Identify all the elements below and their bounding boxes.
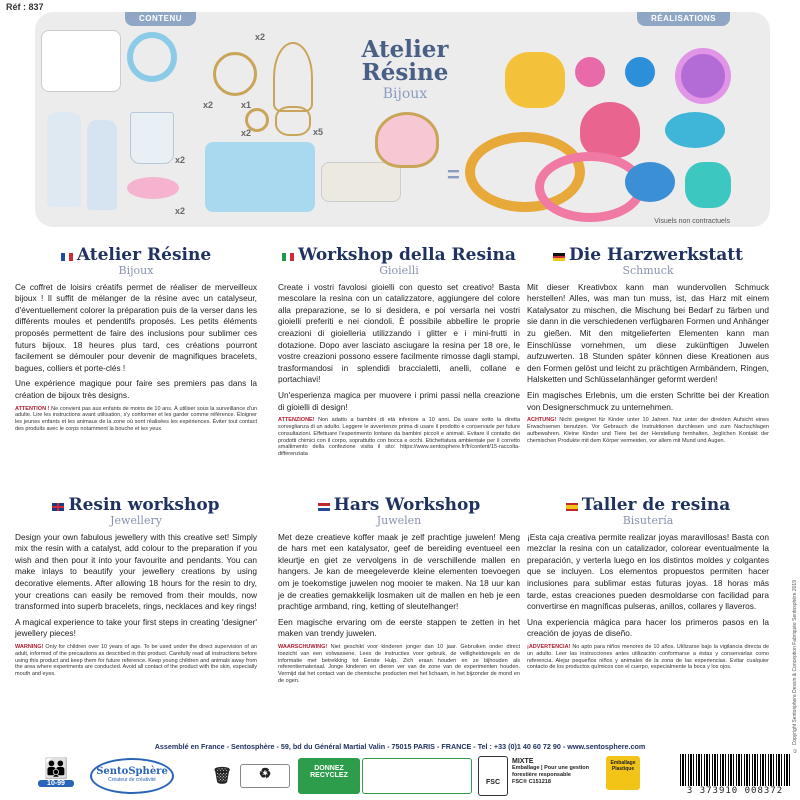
warning-text: No apto para niños menores de 10 años. Utilizarse bajo la vigilancia directa de un adulto. Leer las instrucciones antes utilización conformarse a éstas y conservarlas como referencia. Alejar pequeños niños y animales de la zona de las experiencias. Evitar cualquier contacto de los productos químicos con el cuerpo, especialmente la boca y los ojos. [527,644,769,671]
oval-charm [665,112,725,148]
multiplier: x5 [313,127,324,137]
recycle-symbols-icon: ♻ [240,764,290,788]
equals-sign: = [447,162,460,187]
section-paragraph: Una experiencia mágica para hacer los primeros pasos en la creación de joyas de diseño. [527,616,769,639]
section-title: Workshop della Resina [298,245,516,265]
instruction-sheet [41,30,121,92]
netherlands-flag-icon [318,503,330,511]
non-contractual-note: Visuels non contractuels [654,218,730,225]
realisations-label: RÉALISATIONS [637,12,730,26]
heart-keyring [580,102,640,158]
section-title: Taller de resina [581,495,731,515]
section-title: Hars Workshop [333,495,481,515]
flower-charm [685,162,731,208]
warning-text: Niet geschikt voor kinderen jonger dan 10 jaar. Gebruiken onder direct toezicht van een volwassene. Lees de instructies voor gebruik, de veiligheidsregels en de informatie met betrekking tot Eerste Hulp. Zich eraan houden en ze bijhouden als referentiemateriaal. Jonge kinderen en dieren ver van de zone van de experimenten houden. Vermijd dat het contact van de chemische producten met het lichaam, in het bijzonder de mond en de ogen. [278,644,521,685]
spain-flag-icon [566,503,578,511]
warning-text: Only for children over 10 years of age. To be used under the direct supervision of an adult, informed of the precautions as described in this product. Carefully read all instructions before using this product and keep them for future reference. Keep young children and animals away from the area where experiments are conducted. Avoid all contact of the product with the skin, especially mouth and eyes. [15,644,258,678]
section-paragraph: Mit dieser Kreativbox kann man wundervollen Schmuck herstellen! Alles, was man tun muss, ist, das Harz mit einem Katalysator zu mischen, die Mischung bei Bedarf zu färben und sie dann in die verschiedenen verfügbaren Formen und Anhänger zu gießen. Mit den mitgelieferten Elementen kann man Einschlüsse vornehmen, um diese zukünftigen Juwelen aufzuwerten. 18 Stunden später können diese Kreationen aus den Formen gelöst und leicht zu prächtigen Armbändern, Ringen, Halsketten und Schlüsselanhänger geformt werden! [527,281,769,385]
section-title: Die Harzwerkstatt [569,245,743,265]
warning-text: Ne convient pas aux enfants de moins de 10 ans. À utiliser sous la surveillance d'un adulte. Lire les instructions avant utilisation, s'y conformer et les garder comme référence. Éloigner les jeunes enfants et les animaux de la zone où sont réalisées les expériences. Éviter tout contact des produits avec le corps notamment la bouche et les yeux. [15,405,258,433]
uk-flag-icon [52,503,64,511]
warning-text: Nicht geeignet für Kinder unter 10 Jahren. Nur unter der direkten Aufsicht eines Erwachsenen benutzen. Vor Gebrauch die Instruktionen durchlesen und zum Nachschlagen aufbewahren. Kleine Kinder und Tiere bei der Herstellung fernhalten. Jeglichen Kontakt der chemischen Produkte mit dem Körper vermeiden, vor allem mit Mund und Augen. [527,417,769,444]
warning-label: ¡ADVERTENCIA! [527,644,571,651]
section-english [15,496,257,678]
reference-number: Réf : 837 [6,2,44,12]
banner-title-sub: Bijoux [382,86,428,102]
silicone-mould [205,142,315,212]
section-paragraph: Design your own fabulous jewellery with this creative set! Simply mix the resin with a catalyst, add colour to the preparation if you wish and then pour it into your favourite and pendants. You can make inlays to beautify your jewellery creations by using decorative elements. After allowing 18 hours for the resin to dry, your creations can easily be removed from their moulds, now transformed into superb bracelets, rings, necklaces and key rings! [15,531,257,612]
fsc-code: FSC® C151218 [512,779,551,785]
multiplier: x2 [175,155,186,165]
section-dutch [278,496,520,685]
section-paragraph: Een magische ervaring om de eerste stappen te zetten in het maken van trendy juwelen. [278,616,520,639]
section-paragraph: Une expérience magique pour faire ses premiers pas dans la création de bijoux très designs. [15,378,257,401]
warning-text: Non adatto a bambini di età inferiore a 10 anni. Da usare sotto la diretta sorveglianza di un adulto. Leggere le avvertenze prima di usare il prodotto e conservarle per future consultazioni. Effettuare l'esperimento lontano da bambini piccoli e animali. Evitare il contatto dei prodotti chimici con il corpo, soprattutto con bocca e occhi. Etichettatura ambientale per il corretto smaltimento della confezione visita il sito: https://www.sentosphere.fr/fr/content/15-raccolta-differenziata [278,417,521,458]
chain-pendant [273,42,313,112]
triman-text-1: DONNEZ [314,765,344,772]
section-paragraph: Met deze creatieve koffer maak je zelf prachtige juwelen! Meng de hars met een katalysator, geef de bereiding eventueel een kleurtje en giet ze vervolgens in de verschillende mallen en hangers. Je kan de meegeleverde kleine elementen toevoegen om je toekomstige juwelen nog mooier te maken. Na 18 uur kan je de creaties gemakkelijk losmaken uit de mallen en heb je een prachtige armband, ring, ketting of sleutelhanger! [278,531,520,612]
warning-label: ATTENZIONE! [278,417,315,424]
keyring-charms [213,52,257,96]
barcode-number: 3 373910 008372 [686,786,784,796]
multiplier: x2 [241,128,252,138]
triman-text-2: RECYCLEZ [310,772,348,779]
hoop-frame [127,32,177,82]
family-icon: 👪 [43,758,69,780]
banner-title-main: Atelier Résine [361,36,449,86]
section-french [15,246,257,433]
germany-flag-icon [553,253,565,261]
sorting-info-block [362,758,472,794]
dome-ring [625,57,655,87]
barcode [680,754,790,796]
brand-name: SentoSphère [96,766,168,777]
age-range: 10-99 [38,780,74,787]
triman-block [298,758,360,794]
warning-label: ACHTUNG! [527,417,557,424]
mixte-line-2: Emballage | Pour une gestion [512,765,590,771]
section-subtitle: Bisutería [622,513,674,527]
section-subtitle: Schmuck [622,263,674,277]
section-subtitle: Bijoux [118,263,154,277]
section-paragraph: ¡Esta caja creativa permite realizar joyas maravillosas! Basta con mezclar la resina con un catalizador, colorear eventualmente la preparación, y verterla luego en los distintos moldes y colgantes que se incluyen. Los elementos propuestos permiten hacer inclusiones para sublimar estas futuras joyas. 18 horas más tarde, estas creaciones pueden desmoldarse con facilidad para convertirse en magníficas pulseras, anillos, collares y llaveros. [527,531,769,612]
resin-bottle [47,112,81,207]
barcode-bars [680,754,790,786]
france-flag-icon [61,253,73,261]
fsc-label: FSC [486,779,500,786]
dye-bottles [321,162,401,202]
multiplier: x2 [255,32,266,42]
italy-flag-icon [282,253,294,261]
section-german [527,246,769,444]
brand-logo [90,758,174,794]
copyright-note: © Copyright Sentosphere Dessin & Conception Fabriquée Sentosphère 2019 [792,580,798,753]
warning-label: WARNING! [15,644,44,651]
section-paragraph: Ce coffret de loisirs créatifs permet de réaliser de merveilleux bijoux ! Il suffit de mélanger de la résine avec un catalyseur, d'éventuellement colorer la préparation puis de la verser dans les différents moules et pendentifs proposés. Les petits éléments proposés permettent de faire des inclusions pour sublimer ces futurs bijoux. 18 heures plus tard, ces créations pourront facilement se démouler pour devenir de magnifiques bracelets, bagues, colliers et porte-clés ! [15,281,257,373]
section-title: Atelier Résine [76,245,212,265]
recycle-bin-icon: 🗑 [212,768,233,785]
section-spanish [527,496,769,671]
multiplier: x2 [203,100,214,110]
section-paragraph: Create i vostri favolosi gioielli con questo set creativo! Basta mescolare la resina con un catalizzatore, aggiungere del colore alla preparazione, se lo si desidera, e poi versarla nei vostri gioielli preferiti e nei ciondoli. È possibile abbellire le proprie creazioni di gioielleria utilizzando i glitter e i mini-frutti in dotazione. Dopo aver lasciato asciugare la resina per 18 ore, le vostre creazioni possono essere facilmente rimosse dagli stampi, trasformandosi in splendidi braccialetti, anelli, collane e portachiavi! [278,281,520,385]
butterfly-pendant [275,106,311,136]
warning-label: WAARSCHUWING! [278,644,328,651]
multiplier: x2 [175,206,186,216]
section-paragraph: Un'esperienza magica per muovere i primi passi nella creazione di gioielli di design! [278,390,520,412]
glitter-pots [127,177,179,199]
section-subtitle: Jewellery [110,513,162,527]
section-subtitle: Gioielli [379,263,419,277]
multiplier: x1 [241,100,252,110]
age-badge [38,756,74,787]
section-italian [278,246,520,458]
fsc-mixte-block [512,758,600,786]
brand-tagline: Créateur de créativité [108,777,156,783]
mixte-label: MIXTE [512,758,534,765]
mixte-line-3: forestière responsable [512,772,571,778]
banner-title [335,38,475,102]
section-paragraph: Ein magisches Erlebnis, um die ersten Schritte bei der Kreation von Designerschmuck zu unternehmen. [527,390,769,412]
measuring-cup [130,112,174,164]
section-title: Resin workshop [68,495,220,515]
catalyst-bottle [87,120,117,210]
section-subtitle: Juwelen [376,513,422,527]
dolphin-charm [625,162,675,202]
packaging-badge [606,756,640,790]
round-pendant [675,48,731,104]
heart-pendant [375,112,439,168]
ring-creation [575,57,605,87]
section-paragraph: A magical experience to take your first steps in creating 'designer' jewellery pieces! [15,616,257,639]
fsc-logo [478,756,508,796]
warning-label: ATTENTION ! [15,405,50,412]
packaging-label: Emballage Plastique [610,760,636,772]
manufacturer-address: Assemblé en France - Sentosphère - 59, bd du Général Martial Valin - 75015 PARIS - FRANCE - Tel : +33 (0)1 40 60 72 90 - www.sentosphere.com [154,742,646,751]
butterfly-keyring [505,52,565,108]
product-banner [35,12,770,227]
contenu-label: CONTENU [125,12,196,26]
